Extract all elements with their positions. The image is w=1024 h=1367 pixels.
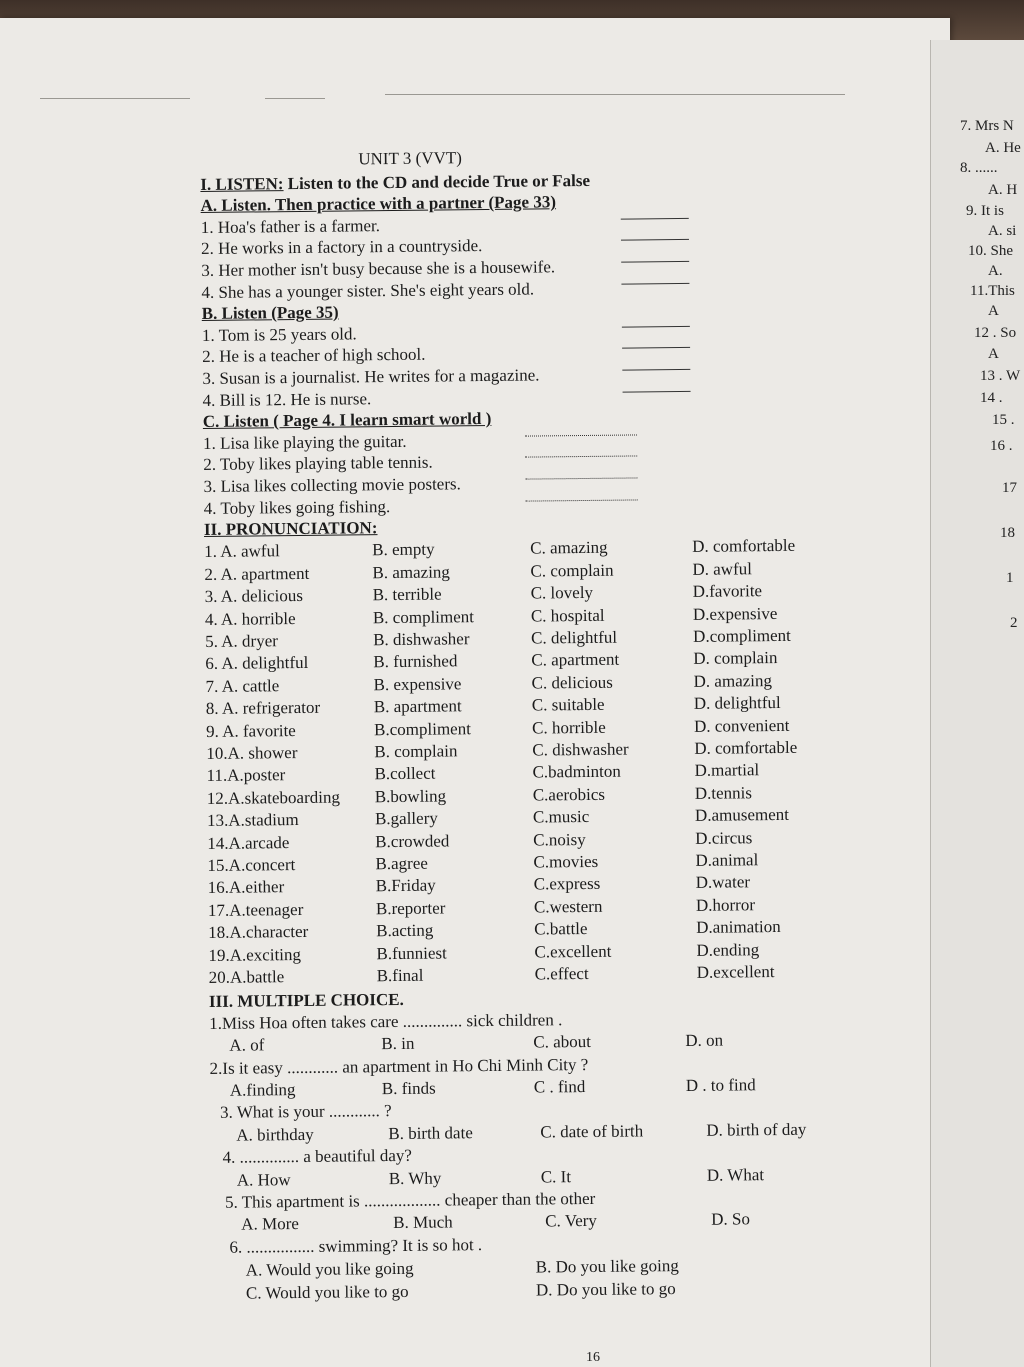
pronunciation-option[interactable]: B. apartment bbox=[373, 696, 462, 717]
pronunciation-option[interactable]: B. empty bbox=[372, 540, 435, 560]
answer-blank[interactable] bbox=[622, 357, 690, 371]
pronunciation-option[interactable]: D.tennis bbox=[694, 783, 752, 803]
mc-option[interactable]: A. Would you like going bbox=[245, 1258, 414, 1280]
pronunciation-option[interactable]: B.acting bbox=[376, 920, 434, 941]
mc-option[interactable]: C. about bbox=[533, 1032, 592, 1052]
pronunciation-option[interactable]: C.noisy bbox=[533, 829, 586, 850]
mc-question: 6. ................ swimming? It is so hot . bbox=[229, 1234, 483, 1257]
next-page-line: 7. Mrs N bbox=[960, 118, 1014, 134]
pronunciation-option[interactable]: D.water bbox=[695, 872, 751, 893]
pronunciation-option[interactable]: B. compliment bbox=[372, 606, 475, 627]
mc-option[interactable]: C . find bbox=[533, 1077, 586, 1097]
pronunciation-option[interactable]: C. suitable bbox=[531, 695, 605, 715]
listen-b-label: B. Listen (Page 35) bbox=[201, 302, 339, 324]
next-page-line: 17 bbox=[1002, 480, 1017, 496]
pronunciation-option[interactable]: B.gallery bbox=[374, 808, 438, 829]
pronunciation-option[interactable]: 3. A. delicious bbox=[204, 586, 303, 607]
mc-option[interactable]: A. How bbox=[236, 1169, 291, 1190]
next-page-line: 10. She bbox=[968, 243, 1013, 259]
next-page-line: A. H bbox=[988, 182, 1018, 198]
list-item: 2. Toby likes playing table tennis. bbox=[203, 452, 433, 475]
mc-option[interactable]: B. Much bbox=[393, 1212, 453, 1233]
pronunciation-option[interactable]: B.reporter bbox=[375, 898, 446, 918]
mc-question: 1.Miss Hoa often takes care .............. sick children . bbox=[209, 1010, 563, 1033]
pronunciation-option[interactable]: C.effect bbox=[534, 963, 589, 984]
next-page-text bbox=[930, 40, 1024, 1367]
pronunciation-option[interactable]: C.movies bbox=[533, 851, 599, 872]
pronunciation-option[interactable]: C.aerobics bbox=[532, 784, 606, 805]
pronunciation-option[interactable]: 13.A.stadium bbox=[206, 810, 299, 831]
pronunciation-option[interactable]: D. complain bbox=[693, 648, 778, 669]
list-item: 3. Her mother isn't busy because she is a housewife. bbox=[201, 257, 556, 280]
pronunciation-option[interactable]: D.amusement bbox=[694, 805, 790, 826]
next-page-line: A bbox=[988, 303, 999, 319]
list-item: 3. Susan is a journalist. He writes for a magazine. bbox=[202, 365, 540, 388]
unit-title: UNIT 3 (VVT) bbox=[358, 148, 462, 169]
pronunciation-option[interactable]: B.crowded bbox=[375, 830, 450, 851]
worksheet-content bbox=[200, 143, 912, 1305]
pronunciation-option[interactable]: B.final bbox=[376, 965, 424, 986]
pronunciation-option[interactable]: B.bowling bbox=[374, 786, 447, 806]
pronunciation-option[interactable]: C. hospital bbox=[530, 605, 605, 626]
pronunciation-heading: II. PRONUNCIATION: bbox=[203, 518, 378, 540]
pronunciation-option[interactable]: C. lovely bbox=[530, 583, 594, 603]
mc-heading: III. MULTIPLE CHOICE. bbox=[208, 989, 404, 1011]
pronunciation-option[interactable]: D. comfortable bbox=[692, 536, 796, 557]
answer-blank[interactable] bbox=[621, 206, 689, 220]
list-item: 1. Tom is 25 years old. bbox=[201, 324, 357, 345]
mc-option[interactable]: B. finds bbox=[381, 1078, 436, 1099]
answer-blank[interactable] bbox=[622, 335, 690, 349]
pronunciation-option[interactable]: D. convenient bbox=[693, 715, 790, 736]
mc-option[interactable]: D. birth of day bbox=[706, 1119, 807, 1140]
mc-question: 4. .............. a beautiful day? bbox=[222, 1146, 412, 1168]
pronunciation-option[interactable]: 10.A. shower bbox=[206, 743, 298, 763]
pronunciation-option[interactable]: C. delicious bbox=[531, 672, 613, 693]
next-page-line: 13 . W bbox=[980, 368, 1021, 384]
answer-blank[interactable] bbox=[526, 487, 638, 501]
pronunciation-option[interactable]: D.ending bbox=[696, 939, 760, 960]
next-page-line: 9. It is bbox=[966, 203, 1004, 219]
list-item: 3. Lisa likes collecting movie posters. bbox=[203, 474, 461, 496]
list-item: 2. He is a teacher of high school. bbox=[202, 344, 426, 367]
next-page-line: 12 . So bbox=[974, 325, 1017, 341]
pronunciation-option[interactable]: D.animation bbox=[696, 917, 781, 937]
pronunciation-option[interactable]: 14.A.arcade bbox=[207, 832, 290, 853]
pronunciation-option[interactable]: C.express bbox=[533, 874, 601, 894]
pronunciation-option[interactable]: B.funniest bbox=[376, 942, 447, 963]
pronunciation-option[interactable]: C.badminton bbox=[532, 762, 621, 782]
mc-option[interactable]: C. Very bbox=[545, 1211, 597, 1231]
answer-blank[interactable] bbox=[525, 422, 637, 436]
pronunciation-option[interactable]: C.western bbox=[533, 896, 603, 917]
pronunciation-option[interactable]: C. horrible bbox=[531, 717, 606, 738]
next-page-line: 15 . bbox=[992, 412, 1015, 428]
answer-blank[interactable] bbox=[525, 465, 637, 479]
mc-option[interactable]: A. birthday bbox=[236, 1124, 314, 1145]
pronunciation-table bbox=[204, 533, 909, 988]
mc-option[interactable]: B. in bbox=[381, 1034, 415, 1054]
listen-a-label: A. Listen. Then practice with a partner (Page 33) bbox=[200, 192, 557, 216]
pronunciation-option[interactable]: D.excellent bbox=[696, 961, 775, 982]
list-item: 4. Bill is 12. He is nurse. bbox=[202, 388, 372, 410]
pronunciation-option[interactable]: C.excellent bbox=[534, 941, 612, 962]
pronunciation-option[interactable]: B. dishwasher bbox=[373, 629, 470, 650]
next-page-line: A. si bbox=[988, 223, 1017, 239]
next-page-line: 18 bbox=[1000, 525, 1015, 541]
pronunciation-option[interactable]: B.collect bbox=[374, 763, 436, 784]
list-item: 2. He works in a factory in a countryside. bbox=[200, 236, 483, 259]
mc-option[interactable]: B. birth date bbox=[388, 1123, 473, 1143]
mc-option[interactable]: A.finding bbox=[229, 1080, 296, 1100]
next-page-line: A. bbox=[988, 263, 1003, 279]
next-page-line: 14 . bbox=[980, 390, 1003, 406]
pronunciation-option[interactable]: 7. A. cattle bbox=[205, 676, 280, 696]
pronunciation-option[interactable]: C. complain bbox=[530, 560, 614, 581]
pronunciation-option[interactable]: B.compliment bbox=[373, 718, 471, 739]
pronunciation-option[interactable]: D. awful bbox=[692, 559, 752, 579]
next-page-line: 2 bbox=[1010, 615, 1018, 631]
pronunciation-option[interactable]: B. terrible bbox=[372, 584, 442, 605]
pronunciation-option[interactable]: 4. A. horrible bbox=[204, 608, 296, 629]
answer-blank[interactable] bbox=[621, 271, 689, 285]
pronunciation-option[interactable]: 17.A.teenager bbox=[207, 899, 304, 920]
pronunciation-option[interactable]: D. delightful bbox=[693, 693, 781, 714]
mc-option[interactable]: A. of bbox=[229, 1035, 265, 1056]
mc-option[interactable]: D . to find bbox=[685, 1075, 756, 1096]
pronunciation-option[interactable]: C. delightful bbox=[531, 627, 618, 648]
answer-blank[interactable] bbox=[622, 314, 690, 328]
answer-blank[interactable] bbox=[525, 443, 637, 457]
pronunciation-option[interactable]: B. amazing bbox=[372, 562, 450, 583]
mc-option[interactable]: D. on bbox=[685, 1030, 724, 1051]
pronunciation-option[interactable]: 1. A. awful bbox=[204, 541, 280, 562]
pronunciation-option[interactable]: C. amazing bbox=[530, 538, 608, 559]
mc-question: 2.Is it easy ............ an apartment in Ho Chi Minh City ? bbox=[209, 1054, 589, 1078]
list-item: 4. She has a younger sister. She's eight years old. bbox=[201, 279, 535, 302]
pronunciation-option[interactable]: C.music bbox=[532, 807, 590, 827]
mc-option[interactable]: D. What bbox=[706, 1164, 765, 1185]
listen-heading: I. LISTEN: Listen to the CD and decide True or False bbox=[200, 170, 591, 194]
mc-option[interactable]: D. So bbox=[711, 1209, 751, 1230]
next-page-line: A. He bbox=[985, 140, 1021, 156]
pronunciation-option[interactable]: D.circus bbox=[695, 827, 753, 848]
next-page-line: 11.This bbox=[970, 283, 1015, 299]
pronunciation-option[interactable]: D. amazing bbox=[693, 670, 773, 691]
pronunciation-option[interactable]: 6. A. delightful bbox=[205, 653, 309, 674]
pronunciation-option[interactable]: C.battle bbox=[534, 919, 588, 939]
mc-option[interactable]: C. Would you like to go bbox=[245, 1281, 409, 1303]
mc-option[interactable]: B. Why bbox=[388, 1168, 442, 1188]
pronunciation-option[interactable]: 11.A.poster bbox=[206, 765, 286, 786]
pronunciation-option[interactable]: D.expensive bbox=[692, 603, 778, 624]
pronunciation-option[interactable]: D.compliment bbox=[693, 625, 791, 646]
pronunciation-option[interactable]: B.Friday bbox=[375, 875, 436, 896]
page-number: 16 bbox=[586, 1350, 600, 1365]
pronunciation-option[interactable]: D.martial bbox=[694, 760, 760, 781]
pronunciation-option[interactable]: D. comfortable bbox=[694, 737, 798, 758]
mc-question: 3. What is your ............ ? bbox=[219, 1101, 392, 1123]
list-item: 1. Hoa's father is a farmer. bbox=[200, 215, 381, 237]
pronunciation-option[interactable]: B. furnished bbox=[373, 651, 458, 672]
answer-blank[interactable] bbox=[621, 249, 689, 263]
listen-c-label: C. Listen ( Page 4. I learn smart world ) bbox=[202, 409, 492, 432]
pronunciation-option[interactable]: D.animal bbox=[695, 850, 759, 870]
answer-blank[interactable] bbox=[622, 379, 690, 393]
pronunciation-option[interactable]: D.favorite bbox=[692, 581, 763, 602]
list-item: 1. Lisa like playing the guitar. bbox=[202, 431, 407, 453]
pronunciation-option[interactable]: 20.A.battle bbox=[208, 967, 285, 987]
mc-question: 5. This apartment is .................. cheaper than the other bbox=[224, 1188, 596, 1212]
mc-option[interactable]: A. More bbox=[241, 1214, 299, 1235]
pronunciation-option[interactable]: B. expensive bbox=[373, 674, 462, 695]
pronunciation-option[interactable]: 16.A.either bbox=[207, 877, 285, 898]
pronunciation-option[interactable]: B.agree bbox=[375, 853, 428, 874]
next-page-line: 16 . bbox=[990, 438, 1013, 454]
mc-option[interactable]: C. It bbox=[540, 1166, 572, 1187]
mc-option[interactable]: B. Do you like going bbox=[535, 1255, 679, 1277]
pronunciation-option[interactable]: C. apartment bbox=[531, 650, 620, 670]
pronunciation-option[interactable]: 15.A.concert bbox=[207, 854, 296, 875]
next-page-line: 1 bbox=[1006, 570, 1014, 586]
pronunciation-option[interactable]: 2. A. apartment bbox=[204, 563, 310, 584]
next-page-line: A bbox=[988, 346, 999, 362]
pronunciation-option[interactable]: 8. A. refrigerator bbox=[205, 697, 321, 719]
pronunciation-option[interactable]: 9. A. favorite bbox=[205, 720, 296, 741]
pronunciation-option[interactable]: 5. A. dryer bbox=[205, 631, 278, 652]
pronunciation-option[interactable]: C. dishwasher bbox=[532, 739, 629, 760]
answer-blank[interactable] bbox=[621, 227, 689, 241]
mc-option[interactable]: C. date of birth bbox=[540, 1121, 644, 1142]
pronunciation-option[interactable]: B. complain bbox=[374, 741, 458, 762]
pronunciation-option[interactable]: 18.A.character bbox=[208, 922, 309, 943]
pronunciation-option[interactable]: 12.A.skateboarding bbox=[206, 787, 341, 808]
pronunciation-option[interactable]: D.horror bbox=[695, 894, 756, 915]
mc-option[interactable]: D. Do you like to go bbox=[535, 1278, 676, 1300]
next-page-line: 8. ...... bbox=[960, 160, 998, 176]
list-item: 4. Toby likes going fishing. bbox=[203, 496, 391, 518]
pronunciation-option[interactable]: 19.A.exciting bbox=[208, 944, 302, 965]
